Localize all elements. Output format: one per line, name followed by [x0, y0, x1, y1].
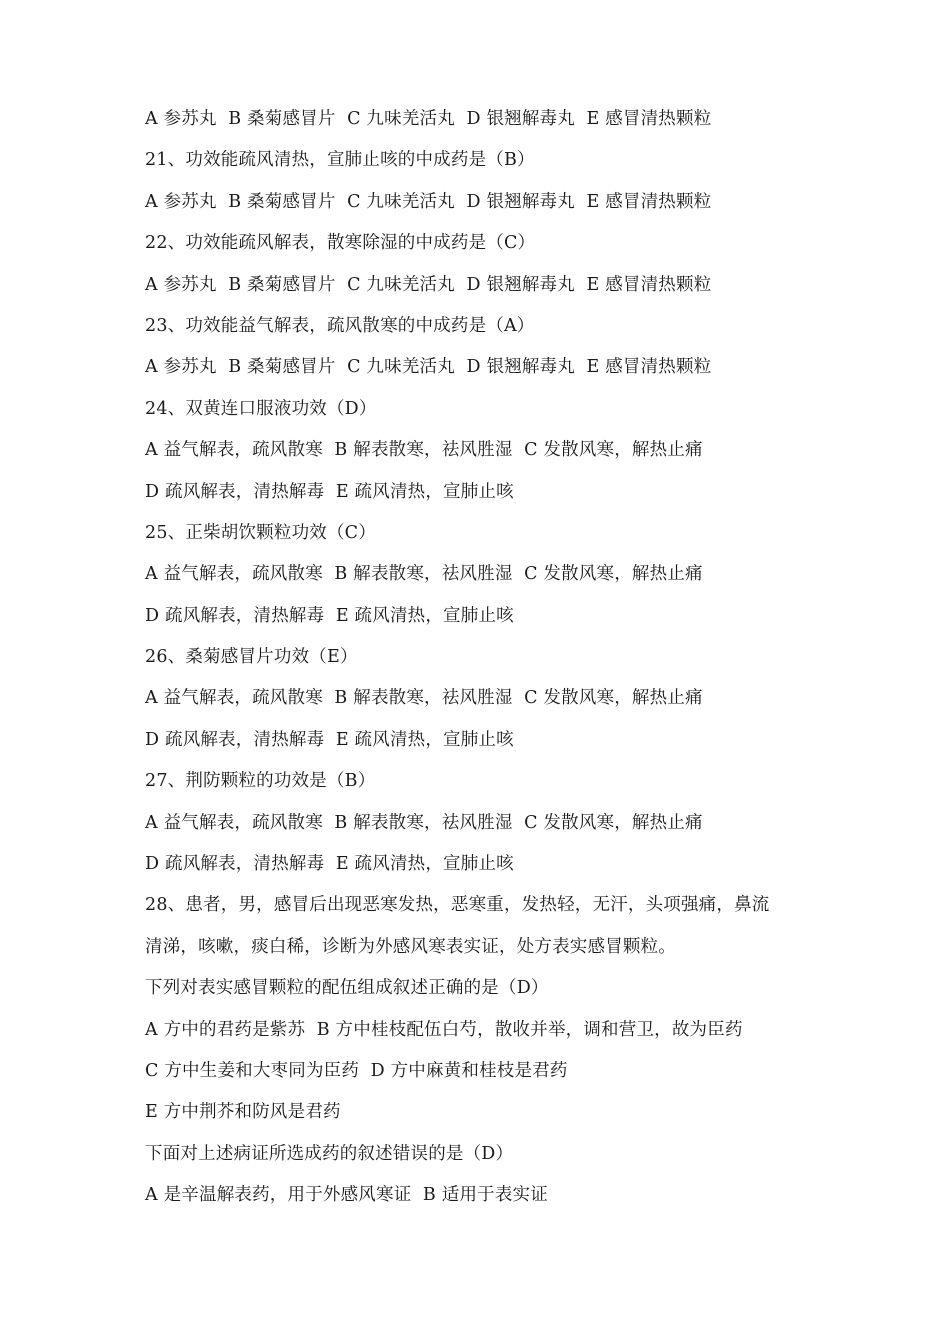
options-line: E 方中荆芥和防风是君药 [145, 1102, 341, 1123]
options-line: A 参苏丸 B 桑菊感冒片 C 九味羌活丸 D 银翘解毒丸 E 感冒清热颗粒 [145, 109, 712, 129]
question-28: 28、患者，男，感冒后出现恶寒发热，恶寒重，发热轻，无汗，头项强痛，鼻流 [145, 895, 770, 916]
options-line: D 疏风解表，清热解毒 E 疏风清热，宣肺止咳 [145, 729, 514, 750]
options-line: A 益气解表，疏风散寒 B 解表散寒，祛风胜湿 C 发散风寒，解热止痛 [145, 812, 703, 833]
options-line: A 益气解表，疏风散寒 B 解表散寒，祛风胜湿 C 发散风寒，解热止痛 [145, 440, 703, 461]
options-line: A 参苏丸 B 桑菊感冒片 C 九味羌活丸 D 银翘解毒丸 E 感冒清热颗粒 [145, 274, 712, 295]
options-line: A 参苏丸 B 桑菊感冒片 C 九味羌活丸 D 银翘解毒丸 E 感冒清热颗粒 [145, 191, 712, 212]
options-line: A 益气解表，疏风散寒 B 解表散寒，祛风胜湿 C 发散风寒，解热止痛 [145, 564, 703, 585]
sub-question: 下面对上述病证所选成药的叙述错误的是（D） [145, 1143, 514, 1164]
question-26: 26、桑菊感冒片功效（E） [145, 647, 358, 668]
question-28-continued: 清涕，咳嗽，痰白稀，诊断为外感风寒表实证，处方表实感冒颗粒。 [145, 936, 676, 957]
document-body [145, 104, 845, 1222]
options-line: A 参苏丸 B 桑菊感冒片 C 九味羌活丸 D 银翘解毒丸 E 感冒清热颗粒 [145, 357, 712, 378]
options-line: D 疏风解表，清热解毒 E 疏风清热，宣肺止咳 [145, 854, 514, 875]
options-line: C 方中生姜和大枣同为臣药 D 方中麻黄和桂枝是君药 [145, 1060, 568, 1081]
question-23: 23、功效能益气解表，疏风散寒的中成药是（A） [145, 315, 535, 336]
options-line: A 方中的君药是紫苏 B 方中桂枝配伍白芍，散收并举，调和营卫，故为臣药 [145, 1019, 743, 1040]
sub-question: 下列对表实感冒颗粒的配伍组成叙述正确的是（D） [145, 978, 549, 999]
question-25: 25、正柴胡饮颗粒功效（C） [145, 522, 376, 543]
options-line: A 益气解表，疏风散寒 B 解表散寒，祛风胜湿 C 发散风寒，解热止痛 [145, 688, 703, 709]
options-line: D 疏风解表，清热解毒 E 疏风清热，宣肺止咳 [145, 605, 514, 626]
question-21: 21、功效能疏风清热，宣肺止咳的中成药是（B） [145, 150, 535, 171]
question-27: 27、荆防颗粒的功效是（B） [145, 771, 376, 792]
options-line: D 疏风解表，清热解毒 E 疏风清热，宣肺止咳 [145, 481, 514, 502]
question-22: 22、功效能疏风解表，散寒除湿的中成药是（C） [145, 233, 536, 254]
options-line: A 是辛温解表药，用于外感风寒证 B 适用于表实证 [145, 1185, 548, 1206]
question-24: 24、双黄连口服液功效（D） [145, 398, 377, 419]
